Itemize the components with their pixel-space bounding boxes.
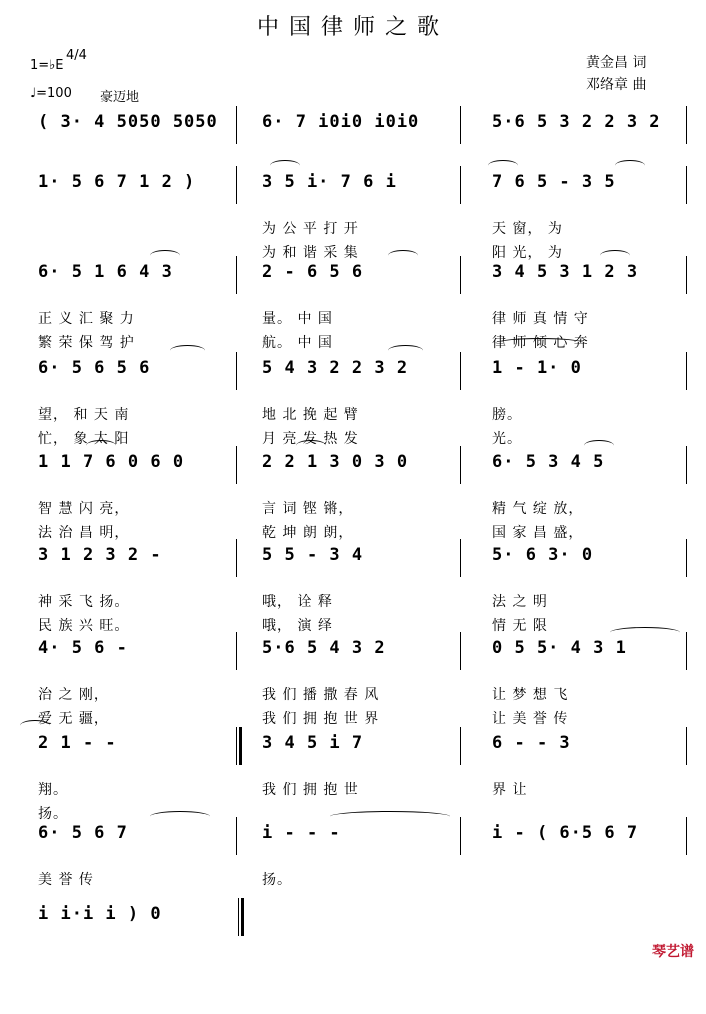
lyric-text: 让 美 誉 传	[492, 711, 569, 727]
lyric-text: 美 誉 传	[38, 872, 94, 888]
measure-notes: 3 4 5 3 1 2 3	[492, 262, 639, 282]
lyric-text: 爱 无 疆，	[38, 711, 109, 727]
slur-mark	[584, 440, 614, 451]
lyric-text: 界 让	[492, 782, 528, 798]
notes-line	[22, 733, 692, 761]
bar-line	[686, 106, 687, 144]
bar-line	[686, 817, 687, 855]
slur-mark	[488, 160, 518, 171]
lyric-text: 哦， 演 绎	[262, 618, 333, 634]
lyric-text: 神 采 飞 扬。	[38, 594, 130, 610]
key-signature: 1=♭E	[30, 58, 64, 73]
bar-line	[236, 817, 237, 855]
bar-line	[686, 166, 687, 204]
bar-line	[236, 106, 237, 144]
slur-mark	[270, 160, 300, 171]
measure-notes: i - - -	[262, 823, 341, 843]
lyric-text: 我 们 拥 抱 世	[262, 782, 359, 798]
bar-line	[686, 352, 687, 390]
measure-notes: 6· 5 6 7	[38, 823, 128, 843]
bar-line	[460, 256, 461, 294]
bar-line	[236, 256, 237, 294]
slur-mark	[20, 720, 50, 731]
lyric-text: 膀。	[492, 407, 522, 423]
time-signature: 4/4	[66, 48, 87, 63]
measure-notes: 5 5 - 3 4	[262, 545, 364, 565]
composer-credit: 邓络章 曲	[586, 77, 647, 93]
lyric-text: 让 梦 想 飞	[492, 687, 569, 703]
notes-line	[22, 904, 692, 932]
measure-notes: 6· 7 i0i0 i0i0	[262, 112, 420, 132]
bar-line	[460, 817, 461, 855]
notes-line	[22, 172, 692, 200]
lyric-text: 法 之 明	[492, 594, 548, 610]
bar-line	[236, 446, 237, 484]
lyric-text: 智 慧 闪 亮，	[38, 501, 130, 517]
measure-notes: 5· 6 3· 0	[492, 545, 594, 565]
lyric-text: 天 窗， 为	[492, 221, 563, 237]
measure-notes: 6· 5 1 6 4 3	[38, 262, 173, 282]
lyric-text: 治 之 刚，	[38, 687, 109, 703]
tempo-mark: ♩=100	[30, 86, 72, 101]
score-row	[22, 638, 692, 748]
score-row	[22, 262, 692, 372]
lyricist-credit: 黄金昌 词	[586, 55, 647, 71]
lyric-text: 民 族 兴 旺。	[38, 618, 130, 634]
lyric-text: 国 家 昌 盛，	[492, 525, 584, 541]
slur-mark	[610, 627, 680, 638]
bar-line	[460, 727, 461, 765]
slur-mark	[170, 345, 205, 356]
slur-mark	[495, 338, 585, 349]
notes-line	[22, 112, 692, 140]
bar-line	[460, 166, 461, 204]
bar-line	[236, 727, 241, 765]
measure-notes: 1 - 1· 0	[492, 358, 582, 378]
slur-mark	[388, 250, 418, 261]
lyric-text: 航。 中 国	[262, 335, 333, 351]
notes-line	[22, 358, 692, 386]
bar-line	[238, 898, 243, 936]
lyric-text: 乾 坤 朗 朗，	[262, 525, 354, 541]
slur-mark	[86, 440, 116, 451]
expression-mark: 豪迈地	[100, 90, 140, 105]
bar-line	[236, 632, 237, 670]
measure-notes: 1 1 7 6 0 6 0	[38, 452, 185, 472]
notes-line	[22, 823, 692, 851]
lyric-text: 望， 和 天 南	[38, 407, 130, 423]
bar-line	[686, 632, 687, 670]
lyric-text: 律 师 倾 心 奔	[492, 335, 589, 351]
slur-mark	[150, 250, 180, 261]
measure-notes: 6· 5 6 5 6	[38, 358, 151, 378]
bar-line	[686, 539, 687, 577]
measure-notes: 1· 5 6 7 1 2 )	[38, 172, 196, 192]
lyric-text: 为 公 平 打 开	[262, 221, 359, 237]
bar-line	[460, 352, 461, 390]
score-row	[22, 904, 692, 1014]
watermark-logo: 琴艺谱	[652, 944, 694, 960]
lyric-text: 我 们 拥 抱 世 界	[262, 711, 380, 727]
measure-notes: 2 2 1 3 0 3 0	[262, 452, 409, 472]
measure-notes: 3 5 i· 7 6 i	[262, 172, 397, 192]
measure-notes: 2 1 - -	[38, 733, 117, 753]
bar-line	[236, 166, 237, 204]
measure-notes: 6· 5 3 4 5	[492, 452, 605, 472]
lyric-text: 扬。	[38, 806, 68, 822]
bar-line	[686, 446, 687, 484]
lyric-text: 光。	[492, 431, 522, 447]
lyric-text: 我 们 播 撒 春 风	[262, 687, 380, 703]
lyric-text: 法 治 昌 明，	[38, 525, 130, 541]
measure-notes: 7 6 5 - 3 5	[492, 172, 616, 192]
measure-notes: 6 - - 3	[492, 733, 571, 753]
lyric-text: 言 词 铿 锵，	[262, 501, 354, 517]
lyric-text: 情 无 限	[492, 618, 548, 634]
slur-mark	[150, 811, 210, 822]
lyric-text: 扬。	[262, 872, 292, 888]
notes-line	[22, 545, 692, 573]
slur-mark	[388, 345, 423, 356]
bar-line	[236, 539, 237, 577]
song-title: 中国律师之歌	[256, 15, 449, 40]
lyric-text: 哦， 诠 释	[262, 594, 333, 610]
measure-notes: i - ( 6·5 6 7	[492, 823, 639, 843]
measure-notes: 2 - 6 5 6	[262, 262, 364, 282]
measure-notes: i i·i i ) 0	[38, 904, 162, 924]
lyric-text: 精 气 绽 放，	[492, 501, 584, 517]
bar-line	[460, 106, 461, 144]
bar-line	[686, 727, 687, 765]
lyric-text: 月 亮 发 热 发	[262, 431, 359, 447]
measure-notes: 5·6 5 4 3 2	[262, 638, 386, 658]
bar-line	[460, 446, 461, 484]
lyric-text: 阳 光， 为	[492, 245, 563, 261]
measure-notes: 3 4 5 i 7	[262, 733, 364, 753]
lyric-text: 为 和 谐 采 集	[262, 245, 359, 261]
measure-notes: ( 3· 4 5050 5050	[38, 112, 218, 132]
lyric-text: 忙， 象 太 阳	[38, 431, 130, 447]
bar-line	[236, 352, 237, 390]
slur-mark	[600, 250, 630, 261]
lyric-text: 正 义 汇 聚 力	[38, 311, 135, 327]
measure-notes: 4· 5 6 -	[38, 638, 128, 658]
notes-line	[22, 262, 692, 290]
measure-notes: 3 1 2 3 2 -	[38, 545, 162, 565]
slur-mark	[296, 440, 326, 451]
bar-line	[686, 256, 687, 294]
lyric-text: 繁 荣 保 驾 护	[38, 335, 135, 351]
measure-notes: 0 5 5· 4 3 1	[492, 638, 627, 658]
measure-notes: 5·6 5 3 2 2 3 2	[492, 112, 661, 132]
bar-line	[460, 632, 461, 670]
lyric-text: 地 北 挽 起 臂	[262, 407, 359, 423]
lyric-text: 翔。	[38, 782, 68, 798]
notes-line	[22, 452, 692, 480]
lyric-text: 量。 中 国	[262, 311, 333, 327]
slur-mark	[330, 811, 450, 822]
measure-notes: 5 4 3 2 2 3 2	[262, 358, 409, 378]
lyric-text: 律 师 真 情 守	[492, 311, 589, 327]
bar-line	[460, 539, 461, 577]
notes-line	[22, 638, 692, 666]
slur-mark	[615, 160, 645, 171]
